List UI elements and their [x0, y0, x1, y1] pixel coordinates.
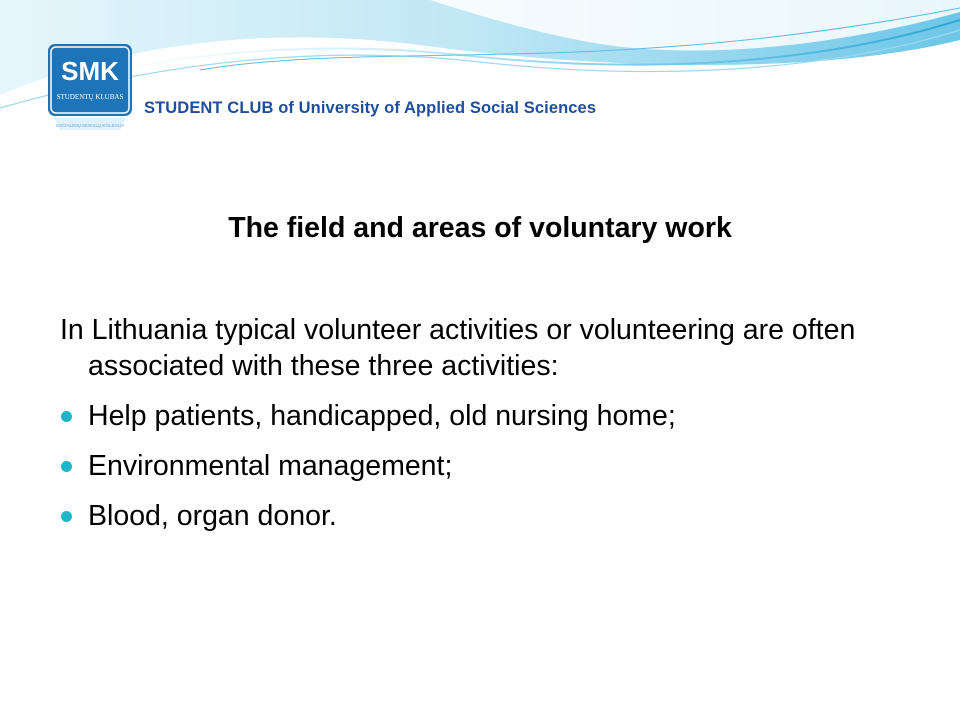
- slide-title: The field and areas of voluntary work: [228, 212, 732, 244]
- list-item: [60, 498, 920, 534]
- list-item: [60, 448, 920, 484]
- smk-logo: [48, 44, 132, 136]
- bullet-icon: [61, 411, 72, 422]
- intro-paragraph: In Lithuania typical volunteer activities or volunteering are often associated with these three activities:: [60, 314, 856, 382]
- slide-content: [60, 312, 920, 548]
- bullet-text: Blood, organ donor.: [88, 500, 337, 532]
- list-item: [60, 398, 920, 434]
- logo-text: SMK: [61, 56, 119, 86]
- organization-subtitle: STUDENT CLUB of University of Applied Social Sciences: [144, 99, 597, 117]
- bullet-icon: [61, 511, 72, 522]
- bullet-text: Help patients, handicapped, old nursing home;: [88, 400, 676, 432]
- bullet-icon: [61, 461, 72, 472]
- bullet-text: Environmental management;: [88, 450, 453, 482]
- logo-tagline: SOCIALINIŲ MOKSLŲ KOLEGIJA: [55, 123, 125, 128]
- logo-caption: STUDENTŲ KLUBAS: [56, 93, 124, 101]
- bullet-list: [60, 398, 920, 534]
